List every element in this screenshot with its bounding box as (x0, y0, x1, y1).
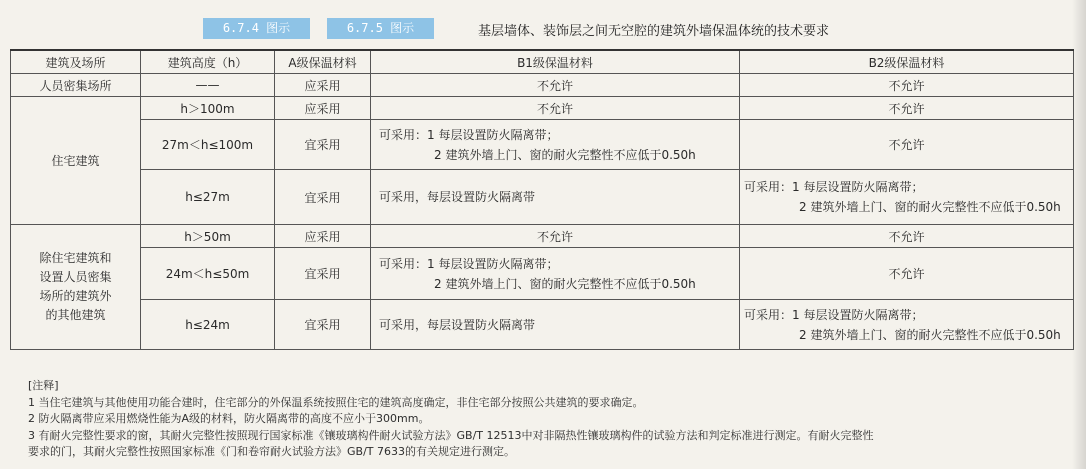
cell-a: 宜采用 (275, 170, 371, 225)
col-header-b2-material: B2级保温材料 (740, 50, 1074, 74)
page-title: 基层墙体、装饰层之间无空腔的建筑外墙保温体统的技术要求 (478, 24, 830, 39)
table-header-row (11, 50, 1074, 74)
cell-b2: 不允许 (740, 120, 1074, 170)
table-row (11, 74, 1074, 97)
cell-b2 (740, 170, 1074, 225)
requirements-table (10, 49, 1074, 350)
cell-height: h≤27m (141, 170, 275, 225)
cell-b1: 不允许 (371, 74, 740, 97)
cell-height: —— (141, 74, 275, 97)
cell-b2-line1: 可采用：1 每层设置防火隔离带； (744, 307, 924, 322)
note-3-line2: 要求的门，其耐火完整性按照国家标准《门和卷帘耐火试验方法》GB/T 7633的有关规定进行测定。 (28, 445, 515, 458)
cell-height: 27m＜h≤100m (141, 120, 275, 170)
table-row (11, 225, 1074, 248)
page-header (0, 8, 1086, 39)
cell-b2: 不允许 (740, 248, 1074, 300)
col-header-a-material: A级保温材料 (275, 50, 371, 74)
group-other-line3: 场所的建筑外 (39, 289, 112, 303)
table-row (11, 120, 1074, 170)
cell-b2: 不允许 (740, 74, 1074, 97)
cell-a: 应采用 (275, 225, 371, 248)
note-2: 2 防火隔离带应采用燃烧性能为A级的材料，防火隔离带的高度不应小于300mm。 (28, 412, 430, 425)
table-row (11, 170, 1074, 225)
group-other-line4: 的其他建筑 (45, 308, 106, 322)
page-edge-shadow (1072, 0, 1086, 469)
cell-b1 (371, 120, 740, 170)
cell-a: 宜采用 (275, 248, 371, 300)
col-header-b1-material: B1级保温材料 (371, 50, 740, 74)
notes-section (28, 378, 1068, 461)
cell-b1 (371, 248, 740, 300)
cell-b1: 可采用，每层设置防火隔离带 (371, 170, 740, 225)
note-3-line1: 3 有耐火完整性要求的窗，其耐火完整性按照现行国家标准《镶玻璃构件耐火试验方法》GB/T 12513中对非隔热性镶玻璃构件的试验方法和判定标准进行测定。有耐火完整性 (28, 428, 874, 442)
cell-height: h＞100m (141, 97, 275, 120)
cell-b2-line2: 2 建筑外墙上门、窗的耐火完整性不应低于0.50h (799, 327, 1061, 342)
cell-height: 24m＜h≤50m (141, 248, 275, 300)
cell-b2 (740, 300, 1074, 350)
cell-b2: 不允许 (740, 97, 1074, 120)
table-row (11, 248, 1074, 300)
cell-b1: 可采用，每层设置防火隔离带 (371, 300, 740, 350)
col-header-height: 建筑高度（h） (141, 50, 275, 74)
cell-b1-line1: 可采用：1 每层设置防火隔离带； (379, 127, 559, 142)
group-other (11, 225, 141, 350)
col-header-building: 建筑及场所 (11, 50, 141, 74)
cell-a: 宜采用 (275, 300, 371, 350)
group-other-line2: 设置人员密集 (39, 270, 112, 284)
cell-a: 宜采用 (275, 120, 371, 170)
cell-b1-line1: 可采用：1 每层设置防火隔离带； (379, 256, 559, 271)
cell-b2-line2: 2 建筑外墙上门、窗的耐火完整性不应低于0.50h (799, 200, 1061, 214)
tab-6-7-4-figure[interactable]: 6.7.4 图示 (203, 18, 310, 39)
cell-height: h≤24m (141, 300, 275, 350)
group-residential: 住宅建筑 (11, 97, 141, 225)
table-row (11, 300, 1074, 350)
cell-b1: 不允许 (371, 225, 740, 248)
cell-a: 应采用 (275, 74, 371, 97)
cell-b1-line2: 2 建筑外墙上门、窗的耐火完整性不应低于0.50h (434, 276, 696, 291)
cell-b1-line2: 2 建筑外墙上门、窗的耐火完整性不应低于0.50h (434, 147, 696, 162)
cell-b2: 不允许 (740, 225, 1074, 248)
group-other-line1: 除住宅建筑和 (39, 251, 112, 265)
cell-b1: 不允许 (371, 97, 740, 120)
tab-6-7-5-figure[interactable]: 6.7.5 图示 (327, 18, 434, 39)
note-1: 1 当住宅建筑与其他使用功能合建时，住宅部分的外保温系统按照住宅的建筑高度确定，非住宅部分按照公共建筑的要求确定。 (28, 395, 644, 409)
notes-heading: [注释] (28, 379, 59, 392)
cell-b2-line1: 可采用：1 每层设置防火隔离带； (744, 180, 924, 194)
cell-height: h＞50m (141, 225, 275, 248)
group-crowd: 人员密集场所 (11, 74, 141, 97)
cell-a: 应采用 (275, 97, 371, 120)
table-row (11, 97, 1074, 120)
